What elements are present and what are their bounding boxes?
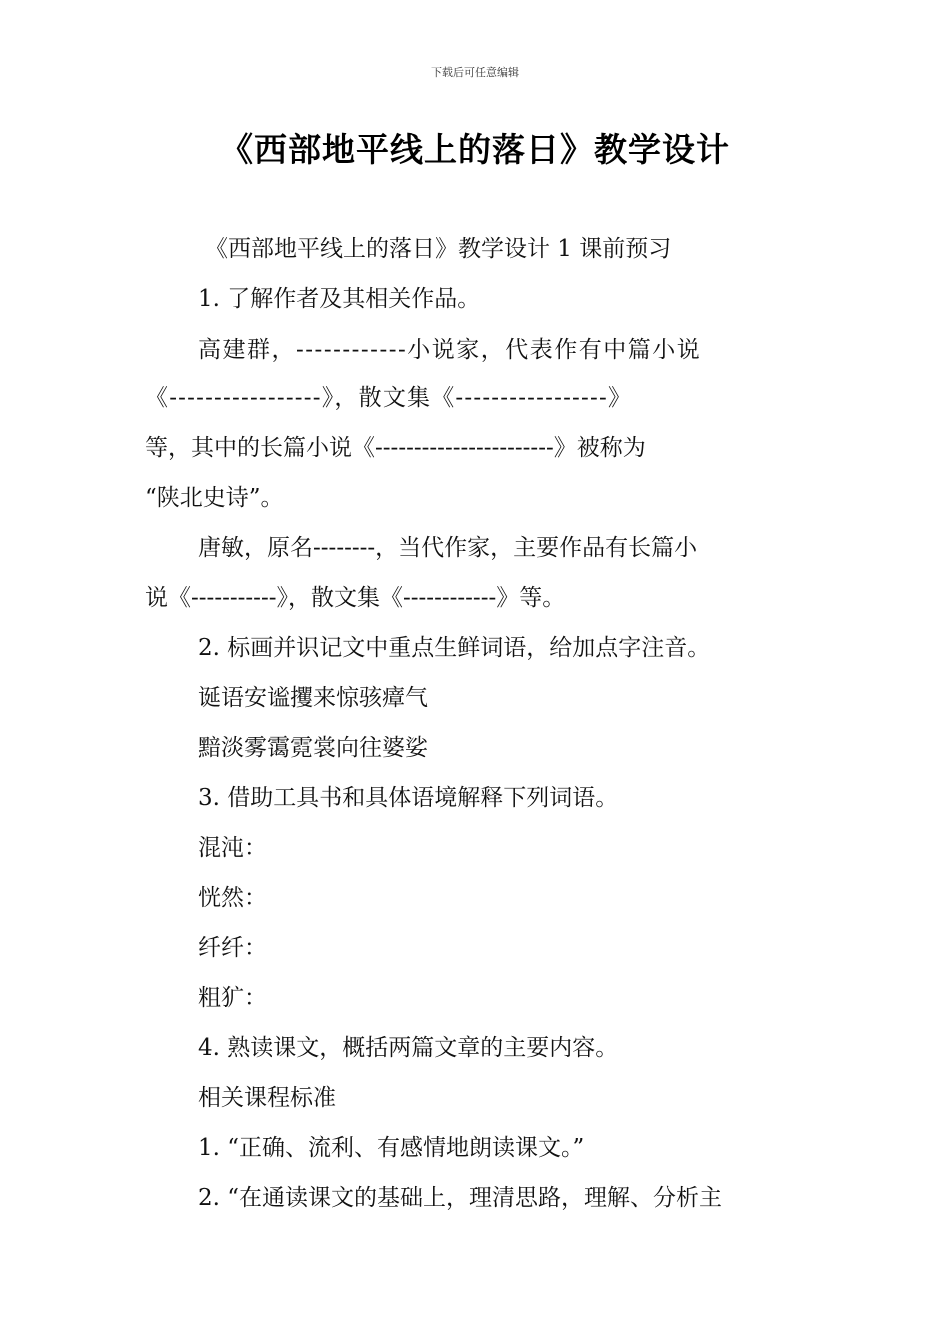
paragraph-line: 黯淡雾霭霓裳向往婆娑 — [198, 735, 428, 761]
paragraph-line: 粗犷： — [198, 985, 267, 1011]
paragraph-line: 混沌： — [198, 835, 267, 861]
paragraph-line: 4. 熟读课文，概括两篇文章的主要内容。 — [198, 1035, 619, 1061]
paragraph-line: 唐敏，原名--------，当代作家，主要作品有长篇小 — [198, 535, 698, 561]
document-title: 《西部地平线上的落日》教学设计 — [220, 130, 730, 169]
paragraph-line: 相关课程标准 — [198, 1085, 336, 1111]
paragraph-line: 《西部地平线上的落日》教学设计 1 课前预习 — [205, 236, 672, 262]
paragraph-line: 恍然： — [198, 885, 267, 911]
paragraph-line: 1. 了解作者及其相关作品。 — [198, 286, 481, 312]
paragraph-line: 2. “在通读课文的基础上，理清思路，理解、分析主 — [198, 1185, 723, 1211]
paragraph-line: 等，其中的长篇小说《-----------------------》被称为 — [145, 435, 646, 461]
paragraph-line: “陕北史诗”。 — [145, 485, 284, 511]
paragraph-line: 2. 标画并识记文中重点生鲜词语，给加点字注音。 — [198, 635, 711, 661]
paragraph-line: 说《-----------》，散文集《------------》等。 — [145, 585, 566, 611]
paragraph-line: 诞语安谧攫来惊骇瘴气 — [198, 685, 428, 711]
page-header-note: 下载后可任意编辑 — [431, 66, 519, 79]
paragraph-line: 纤纤： — [198, 935, 267, 961]
paragraph-line: 高建群，------------小说家，代表作有中篇小说 — [198, 337, 702, 363]
paragraph-line: 3. 借助工具书和具体语境解释下列词语。 — [198, 785, 619, 811]
paragraph-line: 1. “正确、流利、有感情地朗读课文。” — [198, 1135, 585, 1161]
paragraph-line: 《-----------------》，散文集《-----------------》 — [145, 385, 633, 411]
